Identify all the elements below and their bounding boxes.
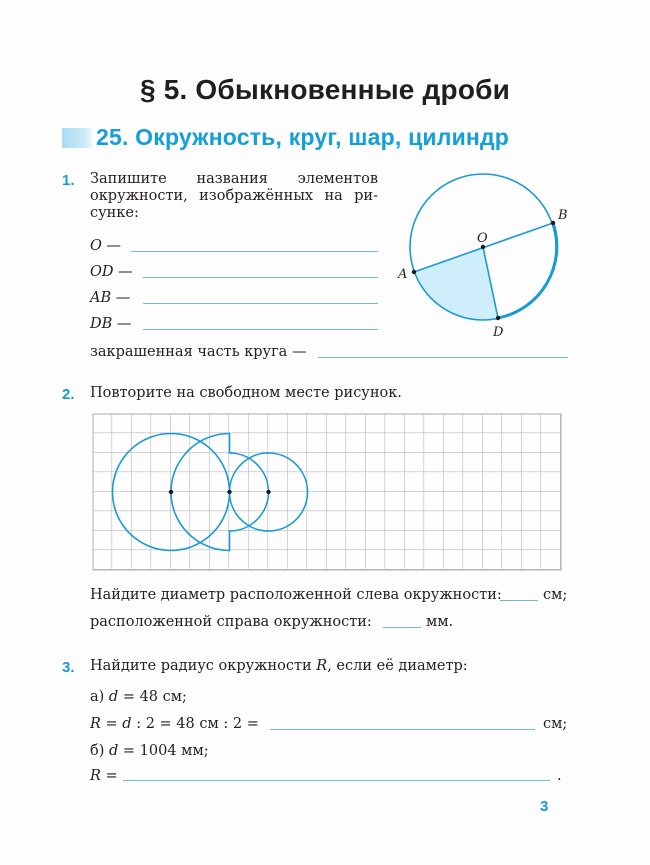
point-b-dot (551, 221, 555, 225)
center-dot-middle (227, 490, 231, 494)
topic-marker-decoration (62, 128, 92, 148)
task3-part-a (90, 689, 187, 706)
part-a-calc-eq: = (105, 716, 118, 732)
label-d: D (493, 325, 504, 340)
answer-line-o[interactable] (131, 251, 378, 252)
part-a-calc-d: d (122, 716, 132, 732)
answer-line-left-diameter[interactable] (500, 600, 538, 601)
part-a-calc-r: R (90, 716, 101, 732)
part-a-unit: см; (543, 716, 568, 732)
part-b-calc-r: R (90, 768, 101, 784)
part-b-var: d (109, 743, 119, 759)
part-a-value: = 48 см; (122, 689, 187, 705)
grid-drawing-area[interactable] (92, 413, 564, 573)
task1-prompt-line-2: окружности, изображённых на ри- (90, 188, 378, 204)
task1-label-ab: AB — (90, 290, 131, 306)
task2-question-2: расположенной справа окружности: (90, 614, 372, 630)
task1-prompt-line-3: сунке: (90, 205, 139, 221)
task3-part-a-calc (90, 716, 259, 733)
point-a-dot (412, 270, 416, 274)
center-dot-left (169, 490, 173, 494)
part-b-calc-eq: = (105, 768, 118, 784)
task3-part-b (90, 743, 209, 760)
label-a: A (398, 267, 408, 282)
arc-db (498, 223, 557, 318)
task3-prompt-prefix: Найдите радиус окружности (90, 658, 312, 674)
section-title: § 5. Обыкновенные дроби (139, 74, 511, 105)
answer-line-shaded[interactable] (318, 357, 568, 358)
center-dot-right (266, 490, 270, 494)
answer-line-right-diameter[interactable] (383, 627, 421, 628)
task-number-3: 3. (62, 659, 75, 676)
answer-line-ab[interactable] (143, 303, 378, 304)
page-number: 3 (540, 798, 549, 815)
grid (93, 414, 561, 570)
task2-unit-1: см; (543, 587, 568, 603)
part-a-var: d (108, 689, 119, 705)
label-b: B (558, 208, 568, 223)
task1-label-db: DB — (90, 316, 132, 332)
task1-prompt-line-1: Запишите названия элементов (90, 171, 378, 187)
part-a-label: а) (90, 689, 105, 705)
task3-prompt (90, 658, 468, 675)
circle-figure (380, 160, 580, 350)
task-number-1: 1. (62, 172, 75, 189)
task3-prompt-var: R (316, 658, 328, 674)
task3-part-b-calc (90, 768, 118, 785)
part-a-calc-rest: : 2 = 48 см : 2 = (136, 716, 259, 732)
task-number-2: 2. (62, 386, 75, 403)
topic-title: 25. Окружность, круг, шар, цилиндр (96, 124, 510, 150)
point-d-dot (496, 316, 500, 320)
task2-unit-2: мм. (426, 614, 454, 630)
answer-line-part-a[interactable] (270, 729, 535, 730)
task3-prompt-suffix: , если её диаметр: (327, 658, 468, 674)
answer-line-db[interactable] (143, 329, 378, 330)
part-b-end: . (557, 768, 562, 784)
task2-question-1: Найдите диаметр расположенной слева окружности: (90, 587, 502, 603)
answer-line-od[interactable] (143, 277, 378, 278)
task1-label-od: OD — (90, 264, 133, 280)
label-o: O (477, 231, 488, 246)
task1-shaded-label: закрашенная часть круга — (90, 344, 307, 360)
part-b-value: = 1004 мм; (122, 743, 209, 759)
part-b-label: б) (90, 743, 105, 759)
task2-prompt: Повторите на свободном месте рисунок. (90, 385, 402, 401)
answer-line-part-b[interactable] (123, 780, 550, 781)
task1-label-o: O — (90, 238, 121, 254)
